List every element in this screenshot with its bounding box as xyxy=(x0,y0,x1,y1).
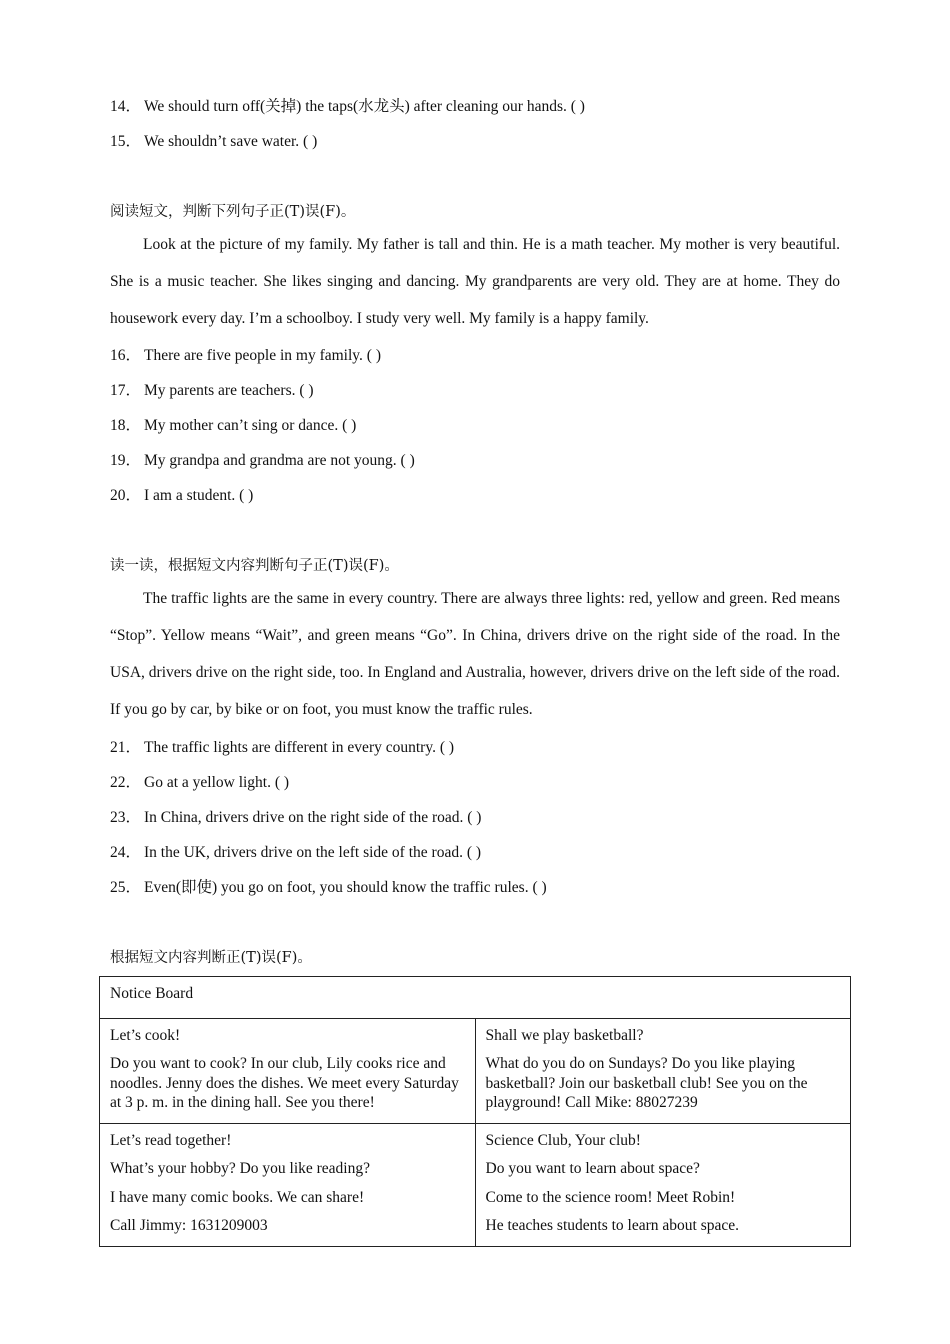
science-club-line: He teaches students to learn about space. xyxy=(485,1217,740,1234)
basketball-club-body: What do you do on Sundays? Do you like playing basketball? Join our basketball club! See you on the playground! Call Mike: 88027239 xyxy=(485,1055,808,1111)
notice-board-title: Notice Board xyxy=(100,977,851,1019)
question-text: I am a student. ( ) xyxy=(144,487,254,504)
science-club-line: Come to the science room! Meet Robin! xyxy=(485,1188,736,1206)
question-19 xyxy=(110,448,415,470)
question-number: 24． xyxy=(110,844,142,861)
section-b-instruction: 阅读短文，判断下列句子正(T)误(F)。 xyxy=(110,204,356,220)
question-text: In China, drivers drive on the right side of the road. ( ) xyxy=(144,809,482,826)
question-number: 25． xyxy=(110,879,142,896)
question-text: My parents are teachers. ( ) xyxy=(144,382,314,399)
question-22 xyxy=(110,770,289,792)
reading-club-line: What’s your hobby? Do you like reading? xyxy=(110,1160,370,1177)
question-number: 15． xyxy=(110,133,142,150)
section-b-passage: Look at the picture of my family. My father is tall and thin. He is a math teacher. My mother is very beautiful. She is a music teacher. She likes singing and dancing. My grandparents are very old. They are at home. They do housework every day. I’m a schoolboy. I study very well. My family is a happy family. xyxy=(110,236,840,327)
question-text: Go at a yellow light. ( ) xyxy=(144,774,290,791)
basketball-club-title: Shall we play basketball? xyxy=(485,1026,644,1044)
question-23 xyxy=(110,805,481,827)
question-text: My grandpa and grandma are not young. ( ) xyxy=(144,452,415,469)
question-text: My mother can’t sing or dance. ( ) xyxy=(144,417,357,434)
reading-club-line: Call Jimmy: 1631209003 xyxy=(110,1217,268,1234)
question-number: 17． xyxy=(110,382,142,399)
question-text: In the UK, drivers drive on the left side of the road. ( ) xyxy=(144,844,482,861)
question-text: There are five people in my family. ( ) xyxy=(144,347,381,364)
section-c-passage: The traffic lights are the same in every country. There are always three lights: red, yellow and green. Red means “Stop”. Yellow means “Wait”, and green means “Go”. In China, drivers drive on the right side of the road. In the USA, drivers drive on the right side, too. In England and Australia, however, drivers drive on the left side of the road. If you go by car, by bike or on foot, you must know the traffic rules. xyxy=(110,590,840,718)
section-c-instruction: 读一读，根据短文内容判断句子正(T)误(F)。 xyxy=(110,558,399,574)
question-number: 18． xyxy=(110,417,142,434)
question-number: 23． xyxy=(110,809,142,826)
question-number: 19． xyxy=(110,452,142,469)
science-club-cell xyxy=(475,1123,851,1246)
question-21 xyxy=(110,735,454,757)
question-24 xyxy=(110,840,481,862)
reading-club-title: Let’s read together! xyxy=(110,1131,232,1149)
question-number: 21． xyxy=(110,739,142,756)
question-14 xyxy=(110,94,585,116)
reading-club-line: I have many comic books. We can share! xyxy=(110,1188,365,1206)
question-number: 22． xyxy=(110,774,142,791)
question-16 xyxy=(110,343,381,365)
question-number: 14． xyxy=(110,98,142,115)
question-17 xyxy=(110,378,314,400)
cooking-club-title: Let’s cook! xyxy=(110,1026,181,1044)
basketball-club-cell xyxy=(475,1018,851,1123)
question-25 xyxy=(110,875,547,897)
science-club-title: Science Club, Your club! xyxy=(485,1131,641,1149)
section-d-instruction: 根据短文内容判断正(T)误(F)。 xyxy=(110,950,312,966)
question-number: 16． xyxy=(110,347,142,364)
question-text: Even(即使) you go on foot, you should know the traffic rules. ( ) xyxy=(144,879,547,896)
question-text: We shouldn’t save water. ( ) xyxy=(144,133,318,150)
cooking-club-cell xyxy=(100,1018,476,1123)
question-18 xyxy=(110,413,356,435)
question-15 xyxy=(110,129,317,151)
reading-club-cell xyxy=(100,1123,476,1246)
question-20 xyxy=(110,483,253,505)
notice-board-table xyxy=(99,976,851,1247)
cooking-club-body: Do you want to cook? In our club, Lily cooks rice and noodles. Jenny does the dishes. We meet every Saturday at 3 p. m. in the dining hall. See you there! xyxy=(110,1055,459,1111)
science-club-line: Do you want to learn about space? xyxy=(485,1160,700,1177)
question-text: We should turn off(关掉) the taps(水龙头) after cleaning our hands. ( ) xyxy=(144,98,585,115)
question-text: The traffic lights are different in every country. ( ) xyxy=(144,739,455,756)
question-number: 20． xyxy=(110,487,142,504)
